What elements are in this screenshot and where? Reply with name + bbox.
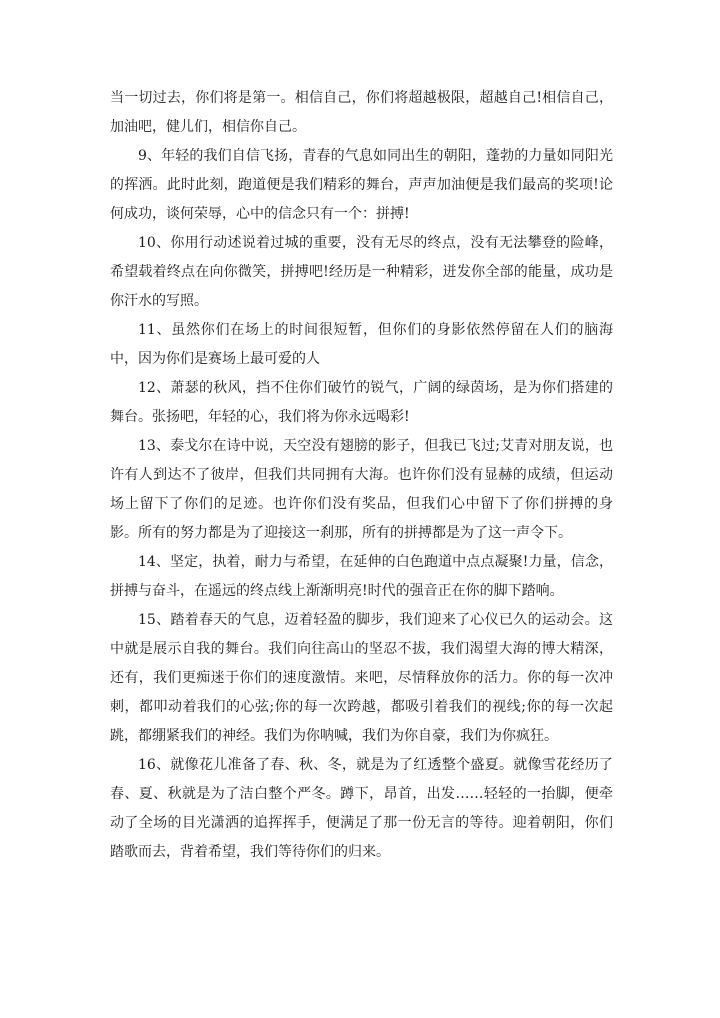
paragraph-12: 12、萧瑟的秋风，挡不住你们破竹的锐气，广阔的绿茵场，是为你们搭建的舞台。张扬吧，年轻的心，我们将为你永远喝彩! <box>110 380 613 425</box>
paragraph-11: 11、虽然你们在场上的时间很短暂，但你们的身影依然停留在人们的脑海中，因为你们是赛场上最可爱的人 <box>110 322 613 367</box>
paragraph-10: 10、你用行动述说着过城的重要，没有无尽的终点，没有无法攀登的险峰，希望载着终点在向你微笑，拼搏吧!经历是一种精彩，迸发你全部的能量，成功是你汗水的写照。 <box>110 235 613 309</box>
paragraph-continuation: 当一切过去，你们将是第一。相信自己，你们将超越极限，超越自己!相信自己，加油吧，健儿们，相信你自己。 <box>110 90 613 135</box>
paragraph-14: 14、坚定，执着，耐力与希望，在延伸的白色跑道中点点凝聚!力量，信念，拼搏与奋斗，在遥远的终点线上渐渐明亮!时代的强音正在你的脚下踏响。 <box>110 554 613 599</box>
document-page <box>110 84 613 867</box>
paragraph-15: 15、踏着春天的气息，迈着轻盈的脚步，我们迎来了心仪已久的运动会。这中就是展示自我的舞台。我们向往高山的坚忍不拔，我们渴望大海的博大精深，还有，我们更痴迷于你们的速度激情。来吧，尽情释放你的活力。你的每一次冲刺，都叩动着我们的心弦;你的每一次跨越，都吸引着我们的视线;你的每一次起跳，都绷紧我们的神经。我们为你呐喊，我们为你自豪，我们为你疯狂。 <box>110 612 613 744</box>
paragraph-9: 9、年轻的我们自信飞扬，青春的气息如同出生的朝阳，蓬勃的力量如同阳光的挥洒。此时此刻，跑道便是我们精彩的舞台，声声加油便是我们最高的奖项!论何成功，谈何荣辱，心中的信念只有一个：拼搏! <box>110 148 613 222</box>
paragraph-13: 13、泰戈尔在诗中说，天空没有翅膀的影子，但我已飞过;艾青对朋友说，也许有人到达不了彼岸，但我们共同拥有大海。也许你们没有显赫的成绩，但运动场上留下了你们的足迹。也许你们没有奖品，但我们心中留下了你们拼搏的身影。所有的努力都是为了迎接这一刹那，所有的拼搏都是为了这一声令下。 <box>110 438 613 541</box>
paragraph-16: 16、就像花儿准备了春、秋、冬，就是为了红透整个盛夏。就像雪花经历了春、夏、秋就是为了洁白整个严冬。蹲下，昂首，出发……轻轻的一抬脚，便牵动了全场的目光潇洒的追挥挥手，便满足了那一份无言的等待。迎着朝阳，你们踏歌而去，背着希望，我们等待你们的归来。 <box>110 757 613 860</box>
